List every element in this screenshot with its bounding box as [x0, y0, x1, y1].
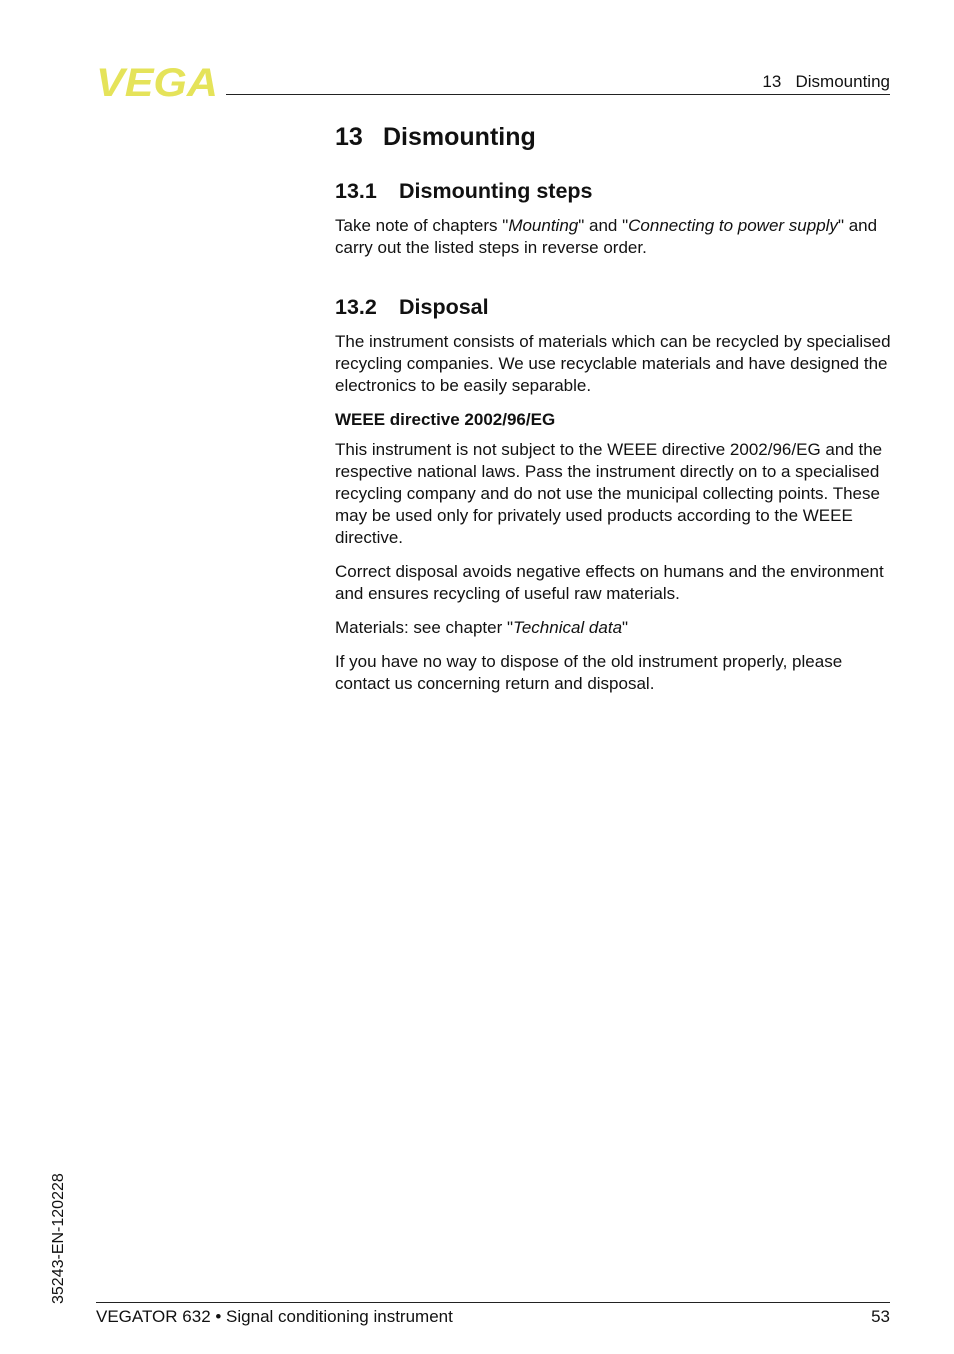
document-code: 35243-EN-120228: [50, 1173, 67, 1304]
chapter-reference-mounting: Mounting: [508, 216, 579, 235]
text-run: " and ": [578, 216, 629, 235]
footer-title: VEGATOR 632 • Signal conditioning instrument: [96, 1307, 453, 1326]
running-head: 13 Dismounting: [762, 72, 890, 91]
section-number: 13.2: [335, 295, 377, 319]
chapter-reference-technical-data: Technical data: [513, 618, 623, 637]
chapter-title: Dismounting: [383, 123, 536, 151]
environment-paragraph: Correct disposal avoids negative effects on humans and the environment and ensures recycling of useful raw materials.: [335, 562, 884, 603]
vega-logo: [96, 64, 220, 98]
text-run: Materials: see chapter ": [335, 618, 514, 637]
weee-subheading: WEEE directive 2002/96/EG: [335, 410, 556, 429]
footer-rule: [96, 1302, 890, 1303]
chapter-heading: [335, 118, 891, 156]
section-number: 13.1: [335, 179, 377, 203]
section-title: Dismounting steps: [399, 179, 593, 203]
text-run: ": [622, 618, 629, 637]
contact-paragraph: If you have no way to dispose of the old instrument properly, please contact us concerning return and disposal.: [335, 652, 843, 693]
section-heading-dismounting-steps: [335, 176, 891, 206]
dismounting-steps-paragraph: [335, 215, 891, 259]
materials-paragraph: [335, 617, 891, 639]
chapter-number: 13: [335, 123, 363, 151]
page-number: 53: [871, 1307, 890, 1326]
text-run: Take note of chapters ": [335, 216, 509, 235]
vega-logo-text: VEGA: [96, 64, 218, 98]
header-rule: [226, 94, 890, 95]
section-heading-disposal: [335, 292, 891, 322]
text-run: " and carry out the listed steps in reverse order.: [335, 216, 878, 257]
weee-paragraph: This instrument is not subject to the WEEE directive 2002/96/EG and the respective national laws. Pass the instrument directly on to a specialised recycling company and do not use the municipal collecting points. These may be used only for privately used products according to the WEEE directive.: [335, 440, 883, 547]
disposal-intro-paragraph: The instrument consists of materials which can be recycled by specialised recycling companies. We use recyclable materials and have designed the electronics to be easily separable.: [335, 332, 891, 395]
section-title: Disposal: [399, 295, 489, 319]
chapter-reference-power-supply: Connecting to power supply: [628, 216, 838, 235]
page-content: [335, 118, 891, 707]
